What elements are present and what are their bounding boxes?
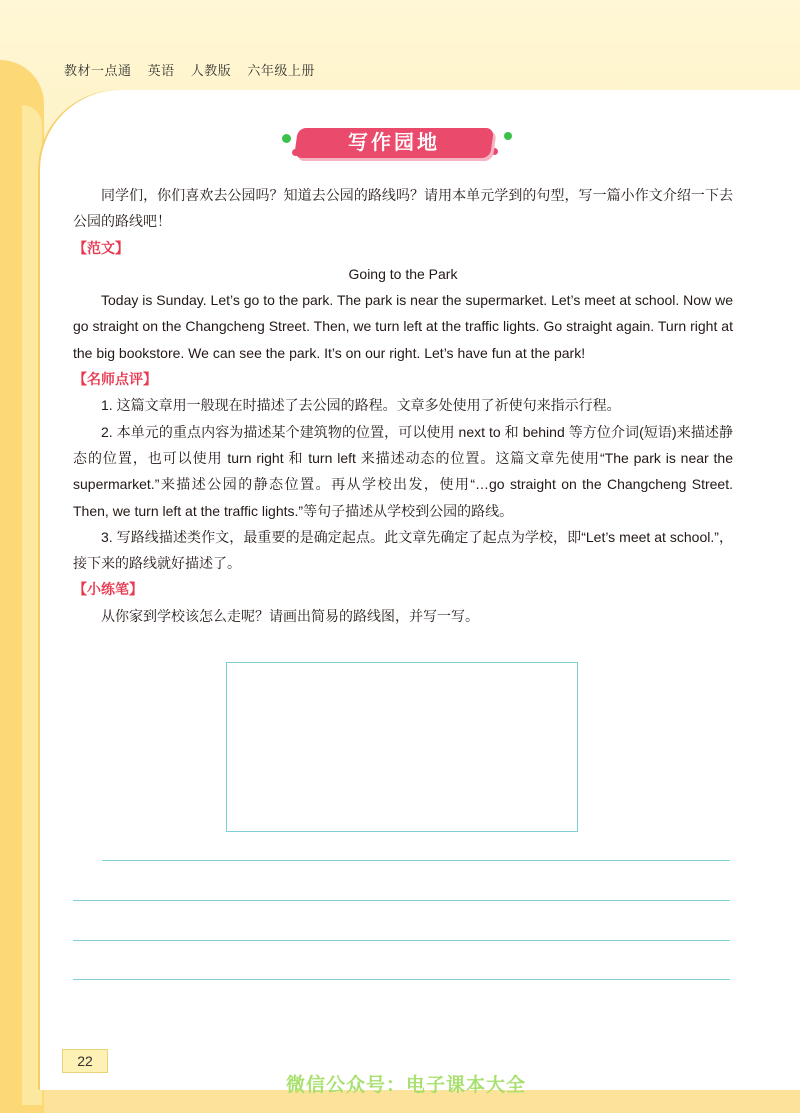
- comment-point-1: 1. 这篇文章用一般现在时描述了去公园的路程。文章多处使用了祈使句来指示行程。: [101, 397, 621, 414]
- comment-point-2: 2. 本单元的重点内容为描述某个建筑物的位置，可以使用 next to 和 behind 等方位介词(短语)来描述静态的位置，也可以使用 turn right 和 turn left 来描述动态的位置。这篇文章先使用“The park is near the supermarket.”来描述公园的静态位置。再从学校出发，使用“…go straight on the Changcheng Street. Then, we turn left at the traffic lights.”等句子描述从学校到公园的路线。: [73, 423, 733, 519]
- main-content: [73, 182, 733, 629]
- section-title-banner: [284, 124, 514, 164]
- page-number: 22: [62, 1049, 108, 1073]
- writing-line[interactable]: [73, 940, 730, 941]
- section-title: 写作园地: [348, 132, 440, 154]
- header-subject: 英语: [147, 63, 175, 78]
- header-grade: 六年级上册: [247, 63, 315, 78]
- comment-point-3: 3. 写路线描述类作文，最重要的是确定起点。此文章先确定了起点为学校，即“Let’s meet at school.”，接下来的路线就好描述了。: [73, 528, 733, 572]
- practice-prompt: 从你家到学校该怎么走呢？请画出简易的路线图，并写一写。: [101, 607, 479, 624]
- decor-dot-green: [282, 134, 291, 143]
- left-stripe-inner: [22, 105, 42, 1105]
- sample-body: Today is Sunday. Let’s go to the park. The park is near the supermarket. Let’s meet at school. Now we go straight on the Changcheng Street. Then, we turn left at the traffic lights. Go straight again. Turn right at the big bookstore. We can see the park. It’s on our right. Let’s have fun at the park!: [73, 292, 733, 361]
- header-edition: 人教版: [190, 63, 232, 78]
- sample-title: Going to the Park: [348, 265, 458, 282]
- intro-paragraph: 同学们，你们喜欢去公园吗？知道去公园的路线吗？请用本单元学到的句型，写一篇小作文介绍一下去公园的路线吧！: [73, 187, 733, 230]
- decor-dot-green-right: [504, 132, 512, 140]
- decor-dot-pink-right: [491, 148, 498, 155]
- route-drawing-box[interactable]: [226, 662, 578, 832]
- writing-line[interactable]: [102, 860, 730, 861]
- writing-line[interactable]: [73, 979, 730, 980]
- running-header: [64, 60, 327, 79]
- comment-tag: 【名师点评】: [73, 371, 157, 388]
- watermark-text: 微信公众号：电子课本大全: [286, 1075, 527, 1096]
- practice-tag: 【小练笔】: [73, 581, 143, 598]
- header-book: 教材一点通: [64, 63, 132, 78]
- writing-line[interactable]: [73, 900, 730, 901]
- sample-tag: 【范文】: [73, 239, 129, 256]
